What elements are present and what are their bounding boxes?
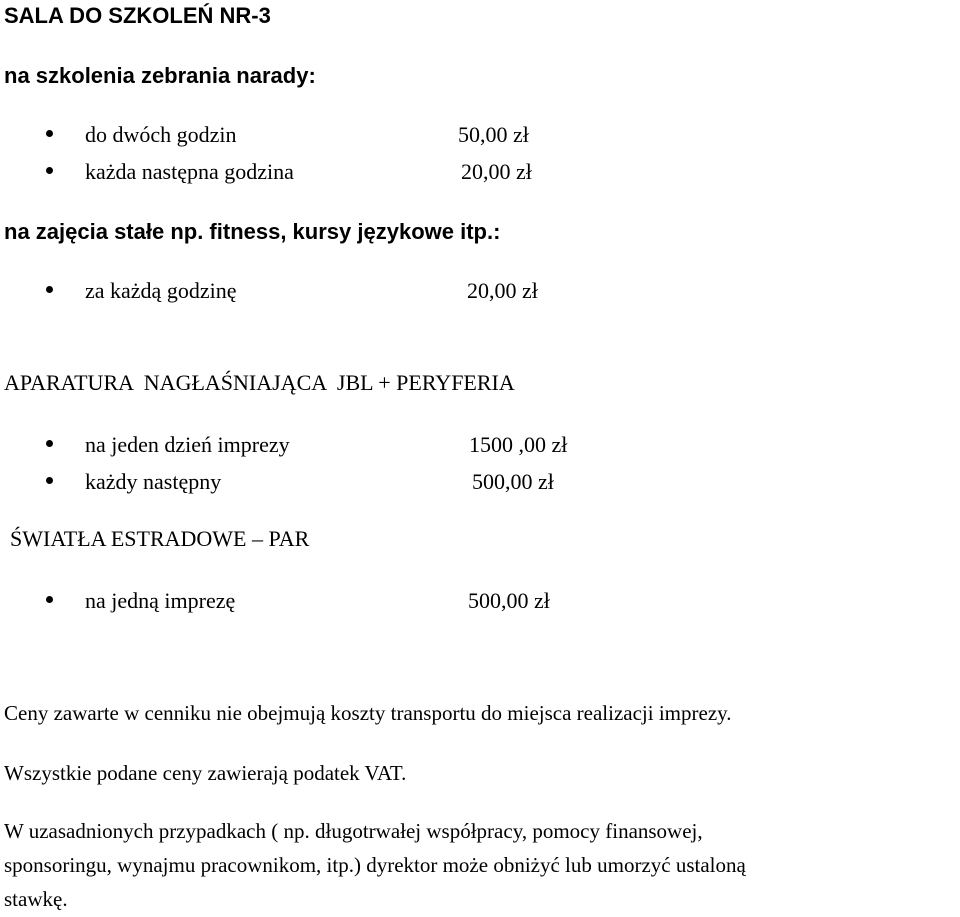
bullet-icon (46, 596, 53, 603)
section-audio-title: APARATURA NAGŁAŚNIAJĄCA JBL + PERYFERIA (4, 370, 515, 395)
note-discount-line: stawkę. (4, 887, 68, 911)
section-meetings-title: na szkolenia zebrania narady: (4, 63, 316, 88)
section-lights-title: ŚWIATŁA ESTRADOWE – PAR (10, 526, 310, 551)
meetings-item-label: każda następna godzina (85, 159, 294, 184)
bullet-icon (46, 167, 53, 174)
audio-item-price: 1500 ,00 zł (469, 432, 568, 457)
meetings-item-label: do dwóch godzin (85, 122, 237, 147)
note-discount-line: W uzasadnionych przypadkach ( np. długotrwałej współpracy, pomocy finansowej, (4, 819, 703, 843)
bullet-icon (46, 477, 53, 484)
meetings-item-price: 50,00 zł (458, 122, 529, 147)
regular-item-price: 20,00 zł (467, 278, 538, 303)
note-transport: Ceny zawarte w cenniku nie obejmują koszty transportu do miejsca realizacji imprezy. (4, 701, 732, 725)
bullet-icon (46, 130, 53, 137)
meetings-item-price: 20,00 zł (461, 159, 532, 184)
note-vat: Wszystkie podane ceny zawierają podatek VAT. (4, 761, 407, 785)
regular-item-label: za każdą godzinę (85, 278, 237, 303)
section-regular-title: na zajęcia stałe np. fitness, kursy językowe itp.: (4, 219, 501, 244)
bullet-icon (46, 440, 53, 447)
lights-item-label: na jedną imprezę (85, 588, 236, 613)
bullet-icon (46, 286, 53, 293)
lights-item-price: 500,00 zł (468, 588, 550, 613)
audio-item-label: każdy następny (85, 469, 222, 494)
page-title: SALA DO SZKOLEŃ NR-3 (4, 3, 271, 28)
audio-item-price: 500,00 zł (472, 469, 554, 494)
audio-item-label: na jeden dzień imprezy (85, 432, 290, 457)
note-discount-line: sponsoringu, wynajmu pracownikom, itp.) dyrektor może obniżyć lub umorzyć ustaloną (4, 853, 746, 877)
